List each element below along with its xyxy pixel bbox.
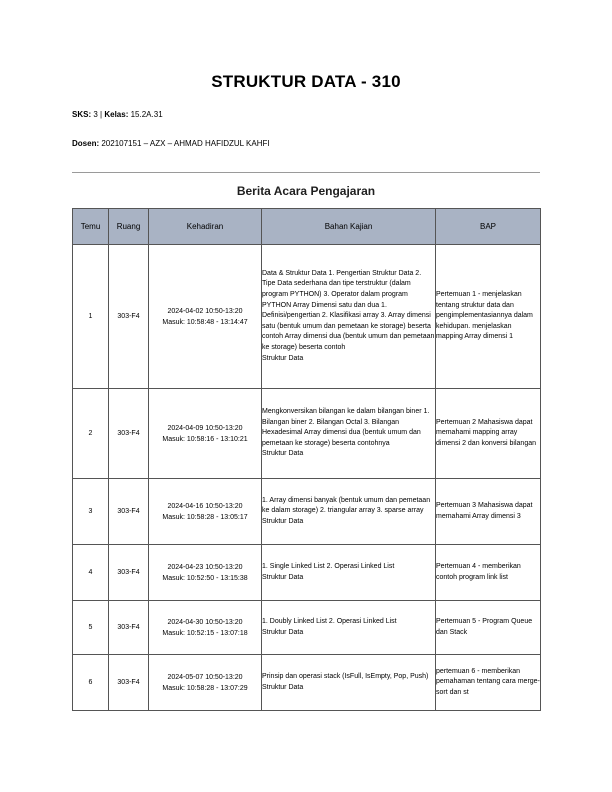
topic-text: 1. Single Linked List 2. Operasi Linked List bbox=[262, 562, 395, 570]
topic-text: Data & Struktur Data 1. Pengertian Struktur Data 2. Tipe Data sederhana dan tipe terstruktur (dalam program PYTHON) 3. Operator dalam program PYTHON Array Dimensi satu dan dua 1. Definisi/pengertian 2. Klasifikasi array 3. Array dimensi satu (bentuk umum dan pemetaan ke storage) beserta contoh Array dimensi dua (bentuk umum dan pemetaan ke storage) beserta contoh bbox=[262, 269, 435, 351]
table-row bbox=[73, 479, 541, 545]
attendance-time: Masuk: 10:58:28 - 13:07:29 bbox=[162, 684, 248, 692]
temu-cell: 6 bbox=[73, 655, 109, 711]
table-header-row bbox=[73, 209, 541, 245]
temu-cell: 1 bbox=[73, 245, 109, 389]
ruang-cell: 303-F4 bbox=[109, 655, 149, 711]
header-ruang: Ruang bbox=[109, 209, 149, 245]
bap-cell: Pertemuan 3 Mahasiswa dapat memahami Array dimensi 3 bbox=[436, 479, 541, 545]
topic-text: Prinsip dan operasi stack (IsFull, IsEmpty, Pop, Push) bbox=[262, 672, 429, 680]
temu-cell: 4 bbox=[73, 545, 109, 601]
kehadiran-cell bbox=[149, 479, 262, 545]
course-title: STRUKTUR DATA - 310 bbox=[211, 72, 401, 91]
temu-cell: 2 bbox=[73, 389, 109, 479]
document-page bbox=[72, 0, 540, 792]
table-row bbox=[73, 601, 541, 655]
schedule-time: 2024-04-23 10:50-13:20 bbox=[167, 563, 243, 571]
schedule-time: 2024-04-30 10:50-13:20 bbox=[167, 618, 243, 626]
kehadiran-cell bbox=[149, 655, 262, 711]
bahan-kajian-cell bbox=[262, 655, 436, 711]
bap-cell: Pertemuan 5 - Program Queue dan Stack bbox=[436, 601, 541, 655]
topic-course: Struktur Data bbox=[262, 354, 304, 362]
bap-cell: pertemuan 6 - memberikan pemahaman tentang cara merge-sort dan st bbox=[436, 655, 541, 711]
schedule-time: 2024-04-16 10:50-13:20 bbox=[167, 502, 243, 510]
section-title: Berita Acara Pengajaran bbox=[236, 184, 376, 198]
schedule-time: 2024-04-09 10:50-13:20 bbox=[167, 424, 243, 432]
header-temu: Temu bbox=[73, 209, 109, 245]
ruang-cell: 303-F4 bbox=[109, 245, 149, 389]
ruang-cell: 303-F4 bbox=[109, 479, 149, 545]
divider bbox=[72, 172, 540, 173]
table-row bbox=[73, 655, 541, 711]
attendance-time: Masuk: 10:58:28 - 13:05:17 bbox=[162, 513, 248, 521]
bap-cell: Pertemuan 2 Mahasiswa dapat memahami mapping array dimensi 2 dan konversi bilangan bbox=[436, 389, 541, 479]
bahan-kajian-cell bbox=[262, 245, 436, 389]
bahan-kajian-cell bbox=[262, 545, 436, 601]
topic-course: Struktur Data bbox=[262, 683, 304, 691]
table-row bbox=[73, 389, 541, 479]
kelas-label: Kelas: bbox=[104, 110, 129, 119]
topic-course: Struktur Data bbox=[262, 573, 304, 581]
temu-cell: 5 bbox=[73, 601, 109, 655]
kelas-value: 15.2A.31 bbox=[130, 110, 163, 119]
sks-label: SKS: bbox=[72, 110, 92, 119]
bahan-kajian-cell bbox=[262, 601, 436, 655]
topic-text: 1. Array dimensi banyak (bentuk umum dan pemetaan ke dalam storage) 2. triangular array 3. sparse array bbox=[262, 496, 431, 515]
attendance-time: Masuk: 10:52:50 - 13:15:38 bbox=[162, 574, 248, 582]
topic-course: Struktur Data bbox=[262, 450, 304, 458]
attendance-time: Masuk: 10:52:15 - 13:07:18 bbox=[162, 629, 248, 637]
bap-cell: Pertemuan 1 - menjelaskan tentang struktur data dan pengimplementasiannya dalam kehidupan. menjelaskan mapping Array dimensi 1 bbox=[436, 245, 541, 389]
kehadiran-cell bbox=[149, 601, 262, 655]
ruang-cell: 303-F4 bbox=[109, 389, 149, 479]
temu-cell: 3 bbox=[73, 479, 109, 545]
dosen-value: 202107151 – AZX – AHMAD HAFIDZUL KAHFI bbox=[101, 139, 270, 148]
schedule-time: 2024-04-02 10:50-13:20 bbox=[167, 307, 243, 315]
bahan-kajian-cell bbox=[262, 389, 436, 479]
bap-cell: Pertemuan 4 - memberikan contoh program link list bbox=[436, 545, 541, 601]
topic-course: Struktur Data bbox=[262, 517, 304, 525]
meta-separator: | bbox=[100, 110, 103, 119]
schedule-time: 2024-05-07 10:50-13:20 bbox=[167, 673, 243, 681]
table-row bbox=[73, 245, 541, 389]
table-row bbox=[73, 545, 541, 601]
dosen-label: Dosen: bbox=[72, 139, 100, 148]
header-kehadiran: Kehadiran bbox=[149, 209, 262, 245]
ruang-cell: 303-F4 bbox=[109, 545, 149, 601]
topic-course: Struktur Data bbox=[262, 628, 304, 636]
sks-value: 3 bbox=[93, 110, 98, 119]
ruang-cell: 303-F4 bbox=[109, 601, 149, 655]
kehadiran-cell bbox=[149, 545, 262, 601]
bap-table bbox=[72, 208, 541, 711]
course-meta bbox=[72, 110, 163, 119]
topic-text: 1. Doubly Linked List 2. Operasi Linked List bbox=[262, 617, 397, 625]
attendance-time: Masuk: 10:58:16 - 13:10:21 bbox=[162, 435, 248, 443]
bahan-kajian-cell bbox=[262, 479, 436, 545]
attendance-time: Masuk: 10:58:48 - 13:14:47 bbox=[162, 318, 248, 326]
lecturer-info bbox=[72, 139, 270, 148]
kehadiran-cell bbox=[149, 389, 262, 479]
topic-text: Mengkonversikan bilangan ke dalam bilangan biner 1. Bilangan biner 2. Bilangan Octal 3. Bilangan Hexadesimal Array dimensi dua (bentuk umum dan pemetaan ke storage) beserta contohnya bbox=[262, 408, 430, 447]
header-bap: BAP bbox=[436, 209, 541, 245]
header-bahan-kajian: Bahan Kajian bbox=[262, 209, 436, 245]
kehadiran-cell bbox=[149, 245, 262, 389]
